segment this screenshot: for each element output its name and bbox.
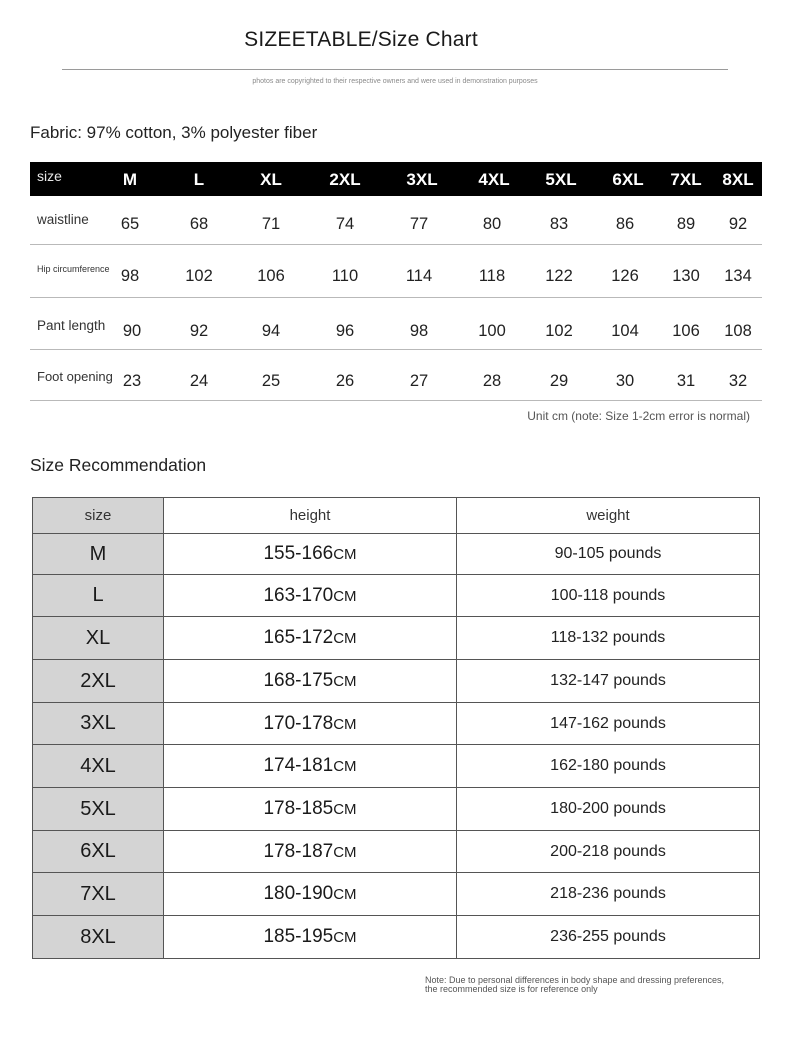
size-header-cell: 8XL <box>722 170 754 189</box>
table-cell: 24 <box>189 372 209 390</box>
unit-note: Unit cm (note: Size 1-2cm error is normal) <box>527 409 750 423</box>
table-cell: 30 <box>615 372 635 390</box>
height-cell <box>164 745 457 788</box>
table-cell: 23 <box>122 372 142 390</box>
weight-cell: 147-162 pounds <box>457 703 760 745</box>
height-cell <box>164 703 457 745</box>
height-cell <box>164 575 457 617</box>
title-divider <box>62 69 728 70</box>
note-line: the recommended size is for reference only <box>425 984 598 994</box>
table-cell: 94 <box>261 322 281 340</box>
height-unit: CM <box>333 801 357 818</box>
weight-cell: 200-218 pounds <box>457 831 760 873</box>
height-unit: CM <box>333 587 357 605</box>
table-cell: 108 <box>724 322 752 340</box>
table-cell: 26 <box>335 372 355 390</box>
size-cell: M <box>33 534 164 575</box>
table-row <box>33 745 760 788</box>
table-cell: 25 <box>261 372 281 390</box>
size-cell: XL <box>33 617 164 660</box>
size-cell: 3XL <box>33 703 164 745</box>
table-row <box>30 196 762 245</box>
table-cell: 92 <box>189 322 209 340</box>
size-header-cell: 6XL <box>612 170 644 189</box>
table-row <box>33 916 760 959</box>
table-cell: 106 <box>672 322 700 340</box>
weight-cell: 180-200 pounds <box>457 788 760 831</box>
table-row <box>33 873 760 916</box>
table-cell: 100 <box>478 322 506 340</box>
table-cell: 126 <box>611 267 639 285</box>
table-cell: 31 <box>676 372 696 390</box>
table-cell: 28 <box>482 372 502 390</box>
height-unit: CM <box>333 886 357 903</box>
size-cell: 5XL <box>33 788 164 831</box>
size-column-header: size <box>33 498 164 534</box>
weight-cell: 118-132 pounds <box>457 617 760 660</box>
height-unit: CM <box>333 843 357 861</box>
size-cell: 7XL <box>33 873 164 916</box>
table-cell: 98 <box>120 267 140 285</box>
weight-cell: 162-180 pounds <box>457 745 760 788</box>
weight-column-header: weight <box>457 498 760 534</box>
height-unit: CM <box>333 673 357 690</box>
height-value: 155-166 <box>263 543 334 564</box>
height-cell <box>164 831 457 873</box>
size-cell: 6XL <box>33 831 164 873</box>
table-row <box>30 298 762 350</box>
table-row <box>33 788 760 831</box>
row-label-waistline: waistline <box>37 212 89 227</box>
page-title: SIZEETABLE/Size Chart <box>244 28 478 51</box>
recommendation-table <box>32 497 760 959</box>
size-header-cell: 4XL <box>478 170 510 189</box>
height-cell <box>164 660 457 703</box>
table-row <box>30 350 762 401</box>
recommendation-title: Size Recommendation <box>30 455 207 475</box>
table-row <box>33 831 760 873</box>
recommendation-header-row <box>33 498 760 534</box>
size-chart-header-row <box>30 162 762 196</box>
height-cell <box>164 788 457 831</box>
height-value: 168-175 <box>263 670 334 691</box>
size-chart-table <box>30 162 762 401</box>
table-row <box>33 703 760 745</box>
size-cell: 8XL <box>33 916 164 959</box>
table-row <box>33 660 760 703</box>
table-cell: 98 <box>409 322 429 340</box>
height-unit: CM <box>333 546 357 563</box>
table-cell: 29 <box>549 372 569 390</box>
size-cell: 2XL <box>33 660 164 703</box>
note-line: Note: Due to personal differences in body shape and dressing preferences, <box>425 975 725 985</box>
size-header-cell: 7XL <box>670 170 702 189</box>
table-cell: 71 <box>261 215 281 233</box>
size-header-cell: XL <box>260 170 282 189</box>
height-value: 178-187 <box>263 840 334 862</box>
table-cell: 92 <box>728 215 748 233</box>
copyright-notice: photos are copyrighted to their respective owners and were used in demonstration purposes <box>252 78 538 85</box>
size-cell: 4XL <box>33 745 164 788</box>
table-cell: 27 <box>409 372 429 390</box>
size-header-cell: L <box>193 170 205 189</box>
table-cell: 96 <box>335 322 355 340</box>
size-header-cell: 2XL <box>329 170 361 189</box>
height-value: 185-195 <box>263 926 334 947</box>
row-label-pant-length: Pant length <box>37 318 106 333</box>
height-cell <box>164 873 457 916</box>
height-value: 163-170 <box>263 584 334 606</box>
height-cell <box>164 617 457 660</box>
table-cell: 89 <box>676 215 696 233</box>
weight-cell: 100-118 pounds <box>457 575 760 617</box>
size-cell: L <box>33 575 164 617</box>
height-unit: CM <box>333 929 357 946</box>
table-cell: 77 <box>409 215 429 233</box>
table-row <box>33 575 760 617</box>
weight-cell: 90-105 pounds <box>457 534 760 575</box>
table-cell: 86 <box>615 215 635 233</box>
size-header-cell: 5XL <box>545 170 577 189</box>
table-cell: 134 <box>724 267 752 285</box>
row-label-hip-circumference: Hip circumference <box>37 264 110 274</box>
table-cell: 68 <box>189 215 209 233</box>
table-cell: 102 <box>545 322 573 340</box>
height-value: 180-190 <box>263 883 334 904</box>
height-unit: CM <box>333 758 357 775</box>
height-unit: CM <box>333 630 357 647</box>
table-cell: 106 <box>257 267 285 285</box>
table-cell: 130 <box>672 267 700 285</box>
height-cell <box>164 916 457 959</box>
height-unit: CM <box>333 715 357 733</box>
recommendation-note <box>425 976 724 994</box>
weight-cell: 132-147 pounds <box>457 660 760 703</box>
height-value: 165-172 <box>263 627 334 648</box>
table-cell: 110 <box>331 267 359 285</box>
size-header-label: size <box>37 168 62 184</box>
row-label-foot-opening: Foot opening <box>37 369 113 384</box>
table-cell: 90 <box>122 322 142 340</box>
table-cell: 32 <box>728 372 748 390</box>
weight-cell: 218-236 pounds <box>457 873 760 916</box>
height-cell <box>164 534 457 575</box>
table-cell: 122 <box>545 267 573 285</box>
size-header-cell: M <box>122 170 138 189</box>
size-header-cell: 3XL <box>406 170 438 189</box>
height-column-header: height <box>164 498 457 534</box>
table-cell: 102 <box>185 267 213 285</box>
table-cell: 118 <box>478 267 506 285</box>
weight-cell: 236-255 pounds <box>457 916 760 959</box>
fabric-info: Fabric: 97% cotton, 3% polyester fiber <box>30 123 318 142</box>
table-cell: 83 <box>549 215 569 233</box>
table-cell: 74 <box>335 215 355 233</box>
table-row <box>33 617 760 660</box>
height-value: 174-181 <box>263 755 334 776</box>
height-value: 178-185 <box>263 798 334 819</box>
table-cell: 65 <box>120 215 140 233</box>
table-row <box>33 534 760 575</box>
height-value: 170-178 <box>263 712 334 734</box>
table-cell: 104 <box>611 322 639 340</box>
table-cell: 80 <box>482 215 502 233</box>
table-cell: 114 <box>405 267 433 285</box>
table-row <box>30 245 762 298</box>
